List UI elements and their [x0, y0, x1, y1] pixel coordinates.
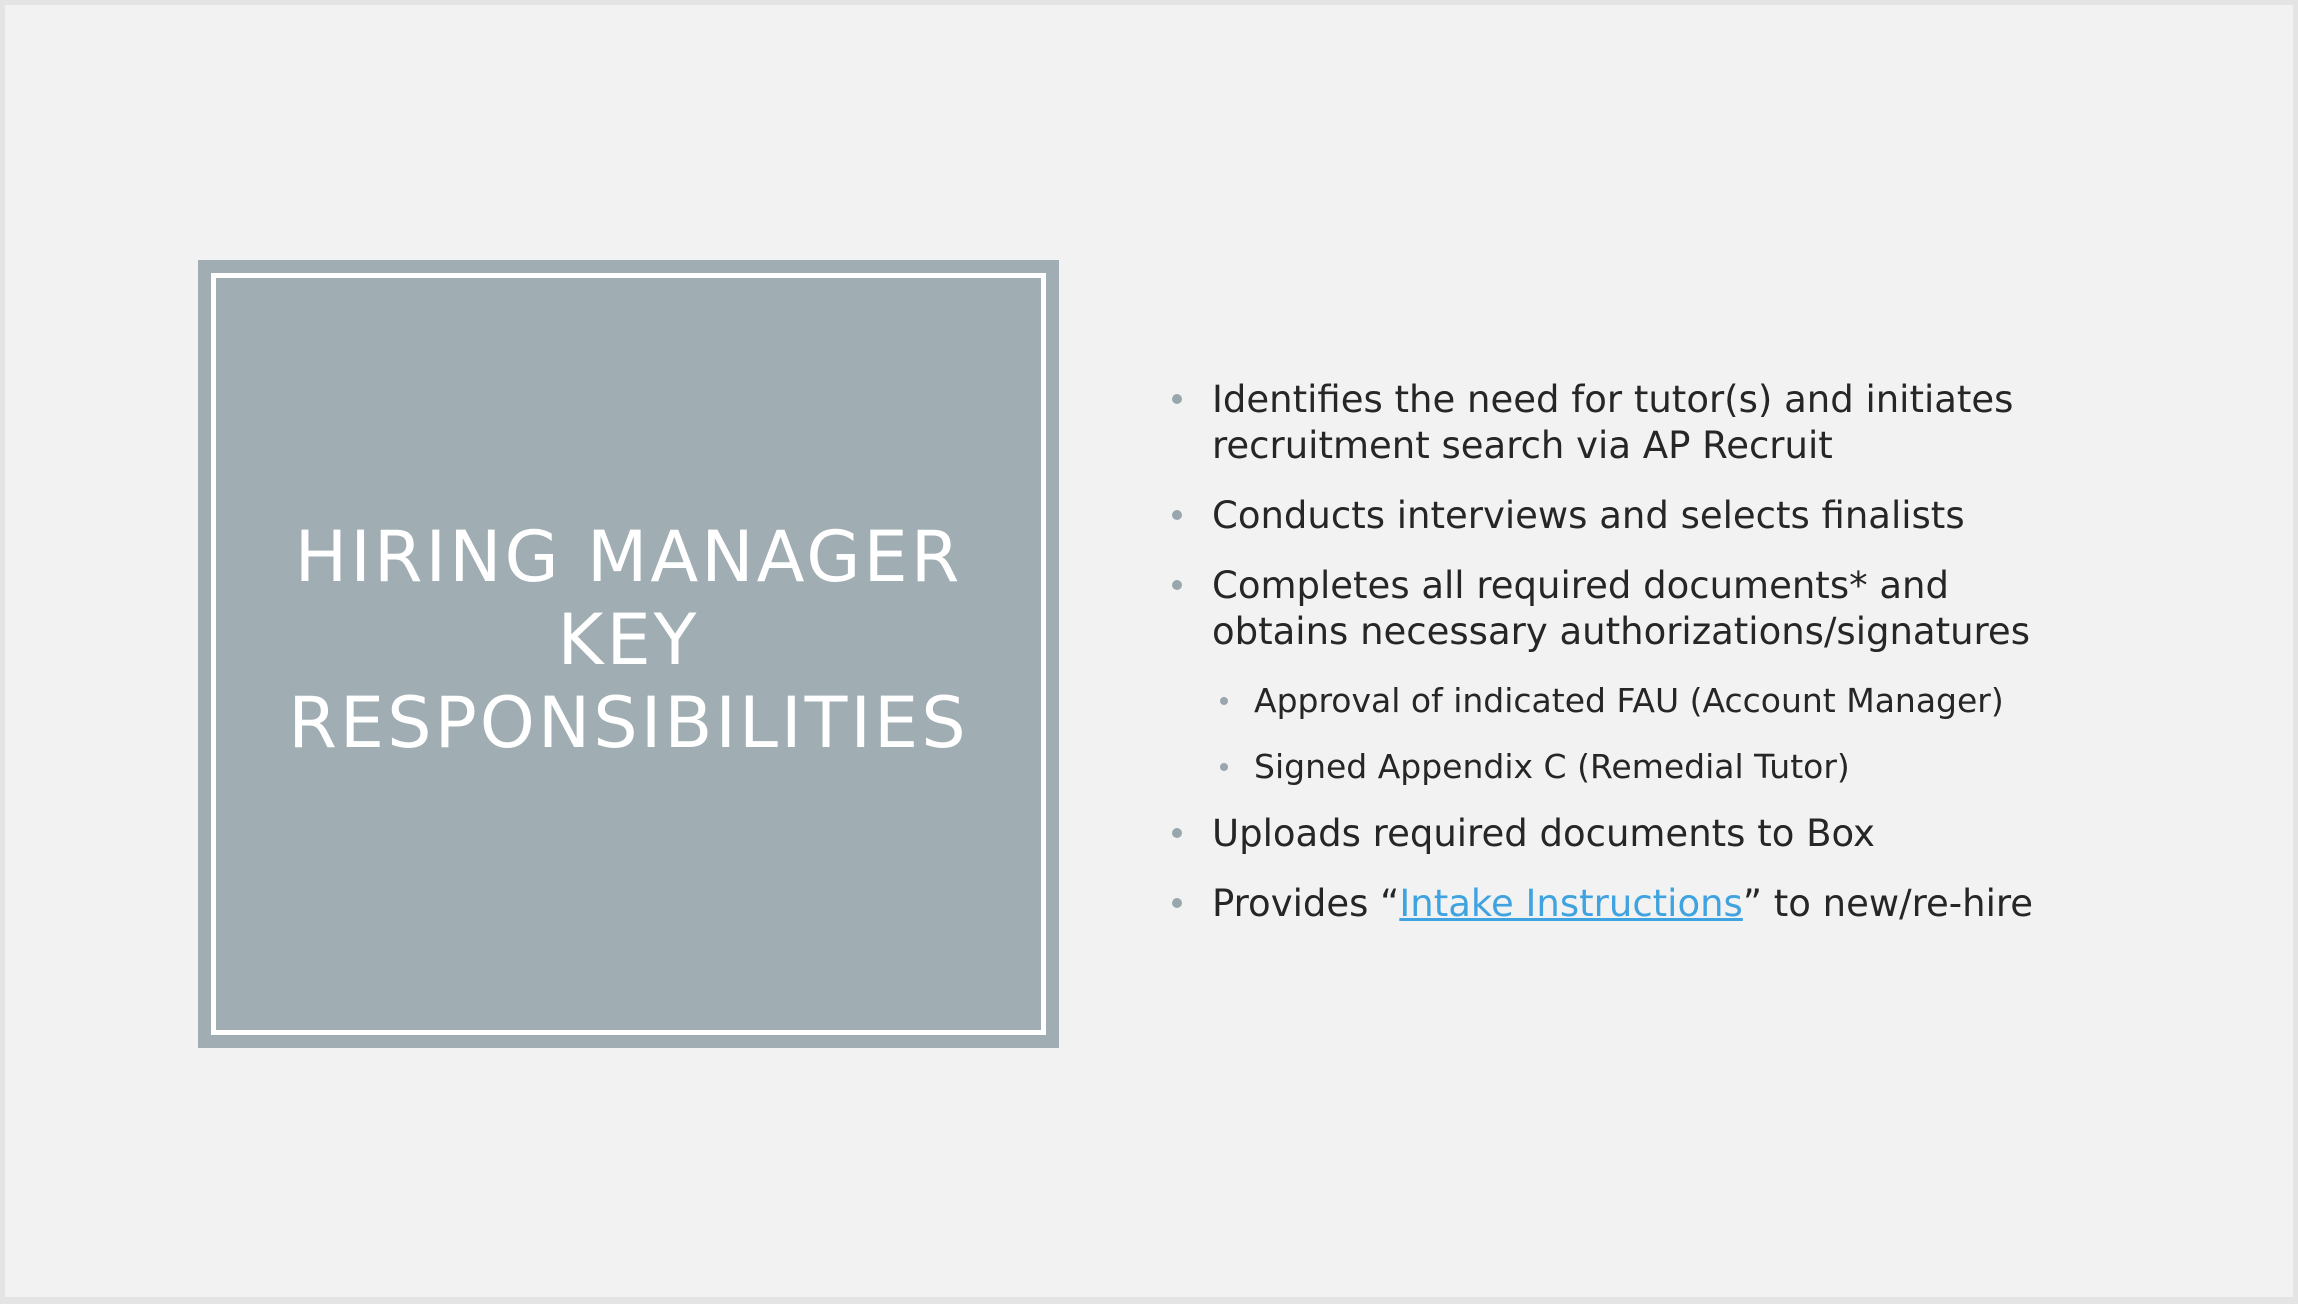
sub-bullet-item: [1212, 747, 2243, 787]
bullet-dot-icon: [1172, 394, 1182, 404]
title-box: [198, 260, 1059, 1048]
content-area: [1163, 377, 2243, 951]
bullet-text-line: Conducts interviews and selects finalists: [1212, 494, 1965, 537]
title-line: KEY: [557, 598, 700, 681]
bullet-item: [1163, 377, 2243, 469]
bullet-text-line: Uploads required documents to Box: [1212, 812, 1875, 855]
bullet-text-prefix: Provides “: [1212, 882, 1400, 925]
bullet-item: [1163, 493, 2243, 539]
slide-title: [216, 516, 1041, 765]
bullet-text-suffix: ” to new/re-hire: [1742, 882, 2034, 925]
bullet-dot-icon: [1220, 697, 1228, 705]
sub-bullet-item: [1212, 681, 2243, 721]
bullet-dot-icon: [1172, 898, 1182, 908]
sub-bullet-list: [1212, 681, 2243, 787]
bullet-item: [1163, 563, 2243, 787]
title-line: HIRING MANAGER: [294, 515, 963, 598]
bullet-text-line: obtains necessary authorizations/signatures: [1212, 610, 2030, 653]
title-frame: [211, 273, 1046, 1035]
bullet-text-line: Identifies the need for tutor(s) and initiates: [1212, 378, 2014, 421]
slide: [5, 5, 2293, 1297]
bullet-dot-icon: [1172, 828, 1182, 838]
bullet-dot-icon: [1172, 580, 1182, 590]
sub-bullet-text: Approval of indicated FAU (Account Manager): [1254, 681, 2004, 720]
bullet-list: [1163, 377, 2243, 927]
bullet-dot-icon: [1172, 510, 1182, 520]
bullet-dot-icon: [1220, 763, 1228, 771]
bullet-item: [1163, 811, 2243, 857]
bullet-text-line: Completes all required documents* and: [1212, 564, 1949, 607]
bullet-text-line: recruitment search via AP Recruit: [1212, 424, 1833, 467]
bullet-item: [1163, 881, 2243, 927]
intake-instructions-link[interactable]: Intake Instructions: [1399, 882, 1743, 925]
sub-bullet-text: Signed Appendix C (Remedial Tutor): [1254, 747, 1850, 786]
title-line: RESPONSIBILITIES: [288, 681, 969, 764]
